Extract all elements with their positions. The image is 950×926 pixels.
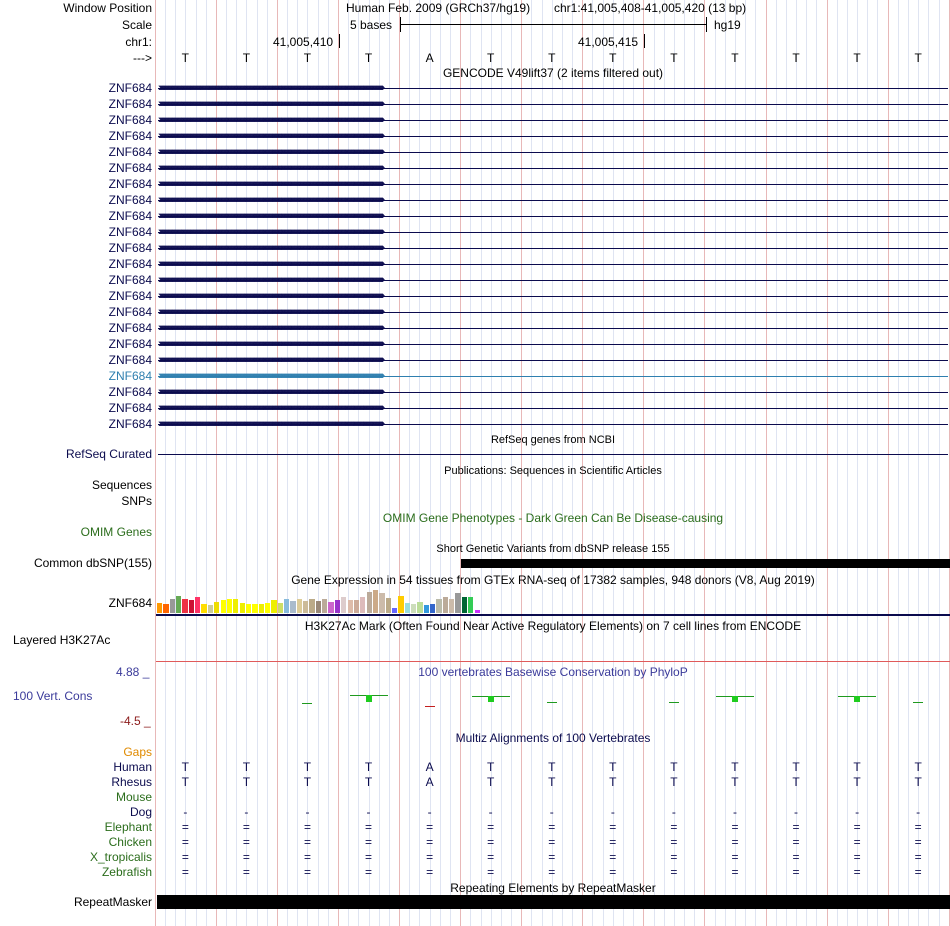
gtex-tissue-bar[interactable] [475,610,480,613]
alignment-base: = [181,820,189,834]
gencode-gene-label[interactable]: ZNF684 [108,97,152,111]
strand-arrow-icon: ›››››››››››››››››››››››››››››››››››››››››››››››››››››››››››››››››››››››››››››››››››››››››››››››››››››››››››››››››››››››››››››››››››››››››››››››››››››››››››››››››››››››››››››››››››››››››››››››››››››››››››››››››››››››››››››››››››››››››››››››››››››››››››››››››››› [158,258,383,270]
gtex-tissue-bar[interactable] [246,604,251,613]
alignment-base: T [364,775,373,789]
gencode-transcript[interactable] [158,194,948,208]
alignment-base: T [303,760,312,774]
base-letter: T [853,51,861,65]
gencode-gene-label[interactable]: ZNF684 [108,337,152,351]
h3k27ac-track-title[interactable]: H3K27Ac Mark (Often Found Near Active Regulatory Elements) on 7 cell lines from ENCODE [304,619,802,633]
gtex-tissue-bar[interactable] [252,604,257,613]
strand-arrow-icon: ›››››››››››››››››››››››››››››››››››››››››››››››››››››››››››››››››››››››››››››››››››››››››››››››››››››››››››››››››››››››››››››››››››››››››››››››››››››››››››››››››››››››››››››››››››››››››››››››››››››››››››››››››››››››››››››››››››››››››››››››››››››››››››››››››››› [158,130,383,142]
base-boundary-line [155,0,156,926]
gtex-tissue-bar[interactable] [443,597,448,613]
alignment-base: - [488,805,493,819]
gtex-tissue-bar[interactable] [341,597,346,613]
scale-bar-start [400,17,401,32]
alignment-base: = [487,850,495,864]
gencode-gene-label[interactable]: ZNF684 [108,305,152,319]
gtex-tissue-bar[interactable] [405,603,410,613]
alignment-base: - [305,805,310,819]
dbsnp-track-title[interactable]: Short Genetic Variants from dbSNP release 155 [436,543,670,555]
strand-arrow-icon: ›››››››››››››››››››››››››››››››››››››››››››››››››››››››››››››››››››››››››››››››››››››››››››››››››››››››››››››››››››››››››››››››››››››››››››››››››››››››››››››››››››››››››››››››››››››››››››››››››››››››››››››››››››››››››››››››››››››››››››››››››››››››››››››››››››› [158,370,383,382]
repeatmasker-track-title[interactable]: Repeating Elements by RepeatMasker [450,881,656,895]
strand-arrow-icon: ›››››››››››››››››››››››››››››››››››››››››››››››››››››››››››››››››››››››››››››››››››››››››››››››››››››››››››››››››››››››››››››››››››››››››››››››››››››››››››››››››››››››››››››››››››››››››››››››››››››››››››››››››››››››››››››››››››››››››››››››››››››››››››››››››››› [158,386,383,398]
alignment-base: = [792,820,800,834]
scale-bar [400,24,706,25]
gencode-gene-label[interactable]: ZNF684 [108,417,152,431]
gtex-tissue-bar[interactable] [290,601,295,613]
omim-track-title[interactable]: OMIM Gene Phenotypes - Dark Green Can Be Disease-causing [382,511,724,525]
gencode-gene-label[interactable]: ZNF684 [108,257,152,271]
base-letter: T [731,51,739,65]
alignment-base: = [365,820,373,834]
cons-max-label: 4.88 _ [116,665,150,679]
base-letter: T [792,51,800,65]
gtex-tissue-bar[interactable] [182,599,187,613]
species-label[interactable]: Chicken [108,835,152,849]
gencode-transcript[interactable] [158,418,948,432]
gencode-gene-label[interactable]: ZNF684 [108,113,152,127]
alignment-base: = [487,835,495,849]
cons-score-bar[interactable] [854,696,860,702]
gtex-tissue-bar[interactable] [265,603,270,613]
strand-arrow-icon: ›››››››››››››››››››››››››››››››››››››››››››››››››››››››››››››››››››››››››››››››››››››››››››››››››››››››››››››››››››››››››››››››››››››››››››››››››››››››››››››››››››››››››››››››››››››››››››››››››››››››››››››››››››››››››››››››››››››››››››››››››››››››››››››››››››› [158,306,383,318]
base-letter: T [181,51,189,65]
coord-tick-410 [339,34,340,48]
gtex-tissue-bar[interactable] [240,603,245,613]
alignment-base: = [548,820,556,834]
refseq-track-title[interactable]: RefSeq genes from NCBI [490,434,616,446]
alignment-base: = [181,865,189,879]
scale-label: Scale [121,18,152,32]
dbsnp-feature[interactable] [461,559,950,568]
alignment-base: = [303,850,311,864]
gtex-tissue-bar[interactable] [392,608,397,613]
coord-tick-415 [644,34,645,48]
strand-arrow-icon: ›››››››››››››››››››››››››››››››››››››››››››››››››››››››››››››››››››››››››››››››››››››››››››››››››››››››››››››››››››››››››››››››››››››››››››››››››››››››››››››››››››››››››››››››››››››››››››››››››››››››››››››››››››››››››››››››››››››››››››››››››››››››››››››››››››› [158,210,383,222]
cons-min-label: -4.5 _ [120,714,151,728]
strand-arrow-icon: ›››››››››››››››››››››››››››››››››››››››››››››››››››››››››››››››››››››››››››››››››››››››››››››››››››››››››››››››››››››››››››››››››››››››››››››››››››››››››››››››››››››››››››››››››››››››››››››››››››››››››››››››››››››››››››››››››››››››››››››››››››››››››››››››››››› [158,322,383,334]
alignment-base: = [426,820,434,834]
gencode-gene-label[interactable]: ZNF684 [108,145,152,159]
gtex-tissue-bar[interactable] [468,597,473,613]
alignment-base: = [426,835,434,849]
gencode-transcript[interactable] [158,258,948,272]
gencode-gene-label[interactable]: ZNF684 [108,225,152,239]
refseq-feature[interactable] [158,454,948,455]
coord-415: 41,005,415 [578,35,639,49]
h3k27ac-label[interactable]: Layered H3K27Ac [13,633,111,647]
strand-arrow-icon: ›››››››››››››››››››››››››››››››››››››››››››››››››››››››››››››››››››››››››››››››››››››››››››››››››››››››››››››››››››››››››››››››››››››››››››››››››››››››››››››››››››››››››››››››››››››››››››››››››››››››››››››››››››››››››››››››››››››››››››››››››››››››››››››››››››› [158,178,383,190]
base-letter: T [670,51,678,65]
alignment-base: = [792,835,800,849]
gtex-tissue-bar[interactable] [297,599,302,613]
cons-positive-mark[interactable] [669,702,679,703]
alignment-base: = [609,865,617,879]
alignment-base: - [244,805,249,819]
gtex-baseline [156,614,950,616]
alignment-base: - [732,805,737,819]
alignment-base: = [303,820,311,834]
base-letter: T [364,51,373,65]
gencode-gene-label[interactable]: ZNF684 [108,369,152,383]
gencode-track-title[interactable]: GENCODE V49lift37 (2 items filtered out) [442,66,664,80]
alignment-base: T [670,775,678,789]
base-letter: T [914,51,922,65]
gtex-tissue-bar[interactable] [322,599,327,613]
alignment-base: = [853,820,861,834]
gtex-tissue-bar[interactable] [367,592,372,613]
alignment-base: T [731,775,739,789]
gencode-transcript[interactable] [158,370,948,384]
gtex-tissue-bar[interactable] [208,605,213,613]
base-letter: T [242,51,251,65]
snps-label[interactable]: SNPs [121,494,152,508]
alignment-base: = [242,850,250,864]
species-label[interactable]: Rhesus [111,775,152,789]
alignment-base: = [670,850,678,864]
alignment-base: T [548,760,556,774]
gtex-tissue-bar[interactable] [309,599,314,613]
strand-arrow-icon: ›››››››››››››››››››››››››››››››››››››››››››››››››››››››››››››››››››››››››››››››››››››››››››››››››››››››››››››››››››››››››››››››››››››››››››››››››››››››››››››››››››››››››››››››››››››››››››››››››››››››››››››››››››››››››››››››››››››››››››››››››››››››››››››››››››› [158,82,383,94]
gtex-tissue-bar[interactable] [271,600,276,613]
alignment-base: = [487,865,495,879]
repeatmasker-feature[interactable] [157,895,950,909]
alignment-base: T [914,760,922,774]
gtex-tissue-bar[interactable] [424,605,429,613]
dbsnp-label[interactable]: Common dbSNP(155) [33,556,152,570]
alignment-base: = [609,820,617,834]
alignment-base: = [914,850,922,864]
alignment-base: = [242,835,250,849]
gencode-gene-label[interactable]: ZNF684 [108,385,152,399]
alignment-base: - [916,805,921,819]
gtex-gene-label[interactable]: ZNF684 [108,596,152,610]
strand-arrow-icon: ›››››››››››››››››››››››››››››››››››››››››››››››››››››››››››››››››››››››››››››››››››››››››››››››››››››››››››››››››››››››››››››››››››››››››››››››››››››››››››››››››››››››››››››››››››››››››››››››››››››››››››››››››››››››››››››››››››››››››››››››››››››››››››››››››››› [158,226,383,238]
alignment-base: - [671,805,676,819]
gtex-tissue-bar[interactable] [360,597,365,613]
species-label[interactable]: Mouse [115,790,152,804]
alignment-base: = [365,850,373,864]
window-position-label: Window Position [63,1,152,15]
gencode-transcript[interactable] [158,402,948,416]
gencode-transcript[interactable] [158,338,948,352]
alignment-base: = [731,865,739,879]
gtex-tissue-bar[interactable] [386,598,391,613]
alignment-base: T [914,775,922,789]
gencode-gene-label[interactable]: ZNF684 [108,289,152,303]
strand-arrow-icon: ›››››››››››››››››››››››››››››››››››››››››››››››››››››››››››››››››››››››››››››››››››››››››››››››››››››››››››››››››››››››››››››››››››››››››››››››››››››››››››››››››››››››››››››››››››››››››››››››››››››››››››››››››››››››››››››››››››››››››››››››››››››››››››››››››››› [158,146,383,158]
gtex-tissue-bar[interactable] [170,599,175,613]
h3k27ac-baseline [156,661,950,662]
cons-track-title[interactable]: 100 vertebrates Basewise Conservation by PhyloP [418,665,688,679]
gtex-tissue-bar[interactable] [227,599,232,613]
cons-positive-mark[interactable] [302,703,312,704]
sequences-label[interactable]: Sequences [91,478,152,492]
gtex-tissue-bar[interactable] [316,601,321,613]
gencode-transcript[interactable] [158,114,948,128]
gencode-gene-label[interactable]: ZNF684 [108,129,152,143]
base-letter: T [303,51,312,65]
gencode-gene-label[interactable]: ZNF684 [108,241,152,255]
gencode-transcript[interactable] [158,274,948,288]
alignment-base: - [427,805,432,819]
species-label[interactable]: Zebrafish [101,865,152,879]
scale-text: 5 bases [350,18,393,32]
strand-label: ---> [133,51,152,65]
publications-track-title[interactable]: Publications: Sequences in Scientific Articles [444,465,662,477]
gtex-tissue-bar[interactable] [328,602,333,613]
alignment-base: T [670,760,678,774]
gtex-tissue-bar[interactable] [259,604,264,613]
assembly-text: Human Feb. 2009 (GRCh37/hg19) [346,1,531,15]
gencode-gene-label[interactable]: ZNF684 [108,321,152,335]
gencode-gene-label[interactable]: ZNF684 [108,353,152,367]
alignment-base: = [731,835,739,849]
gencode-transcript[interactable] [158,290,948,304]
strand-arrow-icon: ›››››››››››››››››››››››››››››››››››››››››››››››››››››››››››››››››››››››››››››››››››››››››››››››››››››››››››››››››››››››››››››››››››››››››››››››››››››››››››››››››››››››››››››››››››››››››››››››››››››››››››››››››››››››››››››››››››››››››››››››››››››››››››››››››››› [158,354,383,366]
gencode-gene-label[interactable]: ZNF684 [108,81,152,95]
alignment-base: T [792,760,800,774]
alignment-base: = [242,820,250,834]
alignment-base: = [181,835,189,849]
gencode-gene-label[interactable]: ZNF684 [108,401,152,415]
gtex-tissue-bar[interactable] [284,599,289,613]
gtex-tissue-bar[interactable] [278,603,283,613]
alignment-base: - [794,805,799,819]
gencode-transcript[interactable] [158,226,948,240]
alignment-base: T [181,775,189,789]
chrom-label: chr1: [125,35,152,49]
scale-bar-end [706,17,707,32]
gencode-transcript[interactable] [158,322,948,336]
gtex-tissue-bar[interactable] [354,600,359,613]
gtex-tissue-bar[interactable] [398,596,403,613]
gtex-tissue-bar[interactable] [379,593,384,613]
gencode-gene-label[interactable]: ZNF684 [108,161,152,175]
alignment-base: T [487,760,495,774]
gencode-transcript[interactable] [158,162,948,176]
gtex-tissue-bar[interactable] [201,604,206,613]
strand-arrow-icon: ›››››››››››››››››››››››››››››››››››››››››››››››››››››››››››››››››››››››››››››››››››››››››››››››››››››››››››››››››››››››››››››››››››››››››››››››››››››››››››››››››››››››››››››››››››››››››››››››››››››››››››››››››››››››››››››››››››››››››››››››››››››››››››››››››››› [158,114,383,126]
alignment-base: - [366,805,371,819]
alignment-base: = [181,850,189,864]
base-letter: A [425,51,434,65]
species-label[interactable]: Human [113,760,152,774]
alignment-base: A [425,775,434,789]
alignment-base: = [792,865,800,879]
alignment-base: = [670,835,678,849]
gencode-transcript[interactable] [158,354,948,368]
gtex-tissue-bar[interactable] [417,602,422,613]
alignment-base: = [548,865,556,879]
gencode-gene-label[interactable]: ZNF684 [108,273,152,287]
position-text[interactable]: chr1:41,005,408-41,005,420 (13 bp) [554,1,747,15]
alignment-base: = [548,835,556,849]
alignment-base: = [731,850,739,864]
species-label[interactable]: X_tropicalis [89,850,152,864]
gtex-tissue-bar[interactable] [176,596,181,613]
cons-positive-mark[interactable] [913,702,923,703]
alignment-base: = [792,850,800,864]
alignment-base: - [610,805,615,819]
gtex-tissue-bar[interactable] [455,593,460,613]
alignment-base: = [365,865,373,879]
alignment-base: = [853,850,861,864]
alignment-base: = [670,820,678,834]
gtex-tissue-bar[interactable] [303,601,308,613]
gtex-tissue-bar[interactable] [195,597,200,613]
gtex-tissue-bar[interactable] [462,597,467,613]
alignment-base: = [914,820,922,834]
cons-score-bar[interactable] [732,696,738,702]
alignment-base: = [242,865,250,879]
gencode-transcript[interactable] [158,306,948,320]
alignment-base: = [426,865,434,879]
gtex-tissue-bar[interactable] [214,602,219,613]
alignment-base: = [426,850,434,864]
alignment-base: T [609,760,617,774]
gtex-tissue-bar[interactable] [373,590,378,613]
alignment-base: = [303,865,311,879]
multiz-track-title[interactable]: Multiz Alignments of 100 Vertebrates [455,731,651,745]
cons-score-bar[interactable] [488,696,494,702]
gencode-transcript[interactable] [158,82,948,96]
alignment-base: = [548,850,556,864]
cons-positive-mark[interactable] [547,702,557,703]
base-letter: T [487,51,495,65]
alignment-base: T [853,760,861,774]
gtex-tissue-bar[interactable] [335,600,340,613]
strand-arrow-icon: ›››››››››››››››››››››››››››››››››››››››››››››››››››››››››››››››››››››››››››››››››››››››››››››››››››››››››››››››››››››››››››››››››››››››››››››››››››››››››››››››››››››››››››››››››››››››››››››››››››››››››››››››››››››››››››››››››››››››››››››››››››››››››››››››››››› [158,162,383,174]
alignment-base: T [181,760,189,774]
alignment-base: = [487,820,495,834]
gtex-tissue-bar[interactable] [430,604,435,613]
strand-arrow-icon: ›››››››››››››››››››››››››››››››››››››››››››››››››››››››››››››››››››››››››››››››››››››››››››››››››››››››››››››››››››››››››››››››››››››››››››››››››››››››››››››››››››››››››››››››››››››››››››››››››››››››››››››››››››››››››››››››››››››››››››››››››››››››››››››››››››› [158,98,383,110]
strand-arrow-icon: ›››››››››››››››››››››››››››››››››››››››››››››››››››››››››››››››››››››››››››››››››››››››››››››››››››››››››››››››››››››››››››››››››››››››››››››››››››››››››››››››››››››››››››››››››››››››››››››››››››››››››››››››››››››››››››››››››››››››››››››››››››››››››››››››››››› [158,418,383,430]
alignment-base: - [549,805,554,819]
alignment-base: = [365,835,373,849]
gencode-transcript[interactable] [158,242,948,256]
alignment-base: A [425,760,434,774]
strand-arrow-icon: ›››››››››››››››››››››››››››››››››››››››››››››››››››››››››››››››››››››››››››››››››››››››››››››››››››››››››››››››››››››››››››››››››››››››››››››››››››››››››››››››››››››››››››››››››››››››››››››››››››››››››››››››››››››››››››››››››››››››››››››››››››››››››››››››››››› [158,274,383,286]
strand-arrow-icon: ›››››››››››››››››››››››››››››››››››››››››››››››››››››››››››››››››››››››››››››››››››››››››››››››››››››››››››››››››››››››››››››››››››››››››››››››››››››››››››››››››››››››››››››››››››››››››››››››››››››››››››››››››››››››››››››››››››››››››››››››››››››››››››››››››››› [158,242,383,254]
gencode-transcript[interactable] [158,386,948,400]
gencode-transcript[interactable] [158,178,948,192]
gtex-tissue-bar[interactable] [157,603,162,613]
alignment-base: - [183,805,188,819]
gtex-tissue-bar[interactable] [449,599,454,613]
strand-arrow-icon: ›››››››››››››››››››››››››››››››››››››››››››››››››››››››››››››››››››››››››››››››››››››››››››››››››››››››››››››››››››››››››››››››››››››››››››››››››››››››››››››››››››››››››››››››››››››››››››››››››››››››››››››››››››››››››››››››››››››››››››››››››››››››››››››››››››› [158,194,383,206]
alignment-base: = [914,865,922,879]
alignment-base: T [242,760,251,774]
refseq-label[interactable]: RefSeq Curated [65,447,152,461]
gtex-tissue-bar[interactable] [221,600,226,613]
gtex-tissue-bar[interactable] [348,600,353,613]
base-letter: T [548,51,556,65]
gencode-transcript[interactable] [158,210,948,224]
gencode-transcript[interactable] [158,98,948,112]
gencode-gene-label[interactable]: ZNF684 [108,177,152,191]
gtex-tissue-bar[interactable] [189,600,194,613]
alignment-base: T [242,775,251,789]
alignment-base: T [609,775,617,789]
alignment-base: T [303,775,312,789]
alignment-base: T [792,775,800,789]
alignment-base: T [853,775,861,789]
alignment-base: - [855,805,860,819]
species-label[interactable]: Dog [129,805,152,819]
base-letter: T [609,51,617,65]
alignment-base: = [303,835,311,849]
species-label[interactable]: Elephant [104,820,152,834]
alignment-base: = [853,865,861,879]
gencode-gene-label[interactable]: ZNF684 [108,193,152,207]
alignment-base: = [914,835,922,849]
gtex-tissue-bar[interactable] [436,599,441,613]
alignment-base: T [731,760,739,774]
gtex-tissue-bar[interactable] [233,599,238,613]
strand-arrow-icon: ›››››››››››››››››››››››››››››››››››››››››››››››››››››››››››››››››››››››››››››››››››››››››››››››››››››››››››››››››››››››››››››››››››››››››››››››››››››››››››››››››››››››››››››››››››››››››››››››››››››››››››››››››››››››››››››››››››››››››››››››››››››››››››››››››››› [158,290,383,302]
coord-410: 41,005,410 [273,35,334,49]
alignment-base: = [670,865,678,879]
repeatmasker-label[interactable]: RepeatMasker [73,895,152,909]
gencode-transcript[interactable] [158,130,948,144]
gtex-track-title[interactable]: Gene Expression in 54 tissues from GTEx RNA-seq of 17382 samples, 948 donors (V8, Aug 2019) [291,573,815,587]
alignment-base: = [609,850,617,864]
gtex-tissue-bar[interactable] [163,604,168,613]
cons-label[interactable]: 100 Vert. Cons [13,689,93,703]
gaps-label: Gaps [123,745,152,759]
strand-arrow-icon: ›››››››››››››››››››››››››››››››››››››››››››››››››››››››››››››››››››››››››››››››››››››››››››››››››››››››››››››››››››››››››››››››››››››››››››››››››››››››››››››››››››››››››››››››››››››››››››››››››››››››››››››››››››››››››››››››››››››››››››››››››››››››››››››››››››› [158,402,383,414]
cons-score-bar[interactable] [366,695,372,702]
scale-db: hg19 [714,18,741,32]
omim-label[interactable]: OMIM Genes [80,525,152,539]
alignment-base: T [487,775,495,789]
alignment-base: T [364,760,373,774]
alignment-base: = [853,835,861,849]
gtex-tissue-bar[interactable] [411,604,416,613]
gencode-gene-label[interactable]: ZNF684 [108,209,152,223]
cons-negative-mark[interactable] [425,706,435,707]
alignment-base: = [731,820,739,834]
alignment-base: = [609,835,617,849]
gencode-transcript[interactable] [158,146,948,160]
strand-arrow-icon: ›››››››››››››››››››››››››››››››››››››››››››››››››››››››››››››››››››››››››››››››››››››››››››››››››››››››››››››››››››››››››››››››››››››››››››››››››››››››››››››››››››››››››››››››››››››››››››››››››››››››››››››››››››››››››››››››››››››››››››››››››››››››››››››››››››› [158,338,383,350]
alignment-base: T [548,775,556,789]
